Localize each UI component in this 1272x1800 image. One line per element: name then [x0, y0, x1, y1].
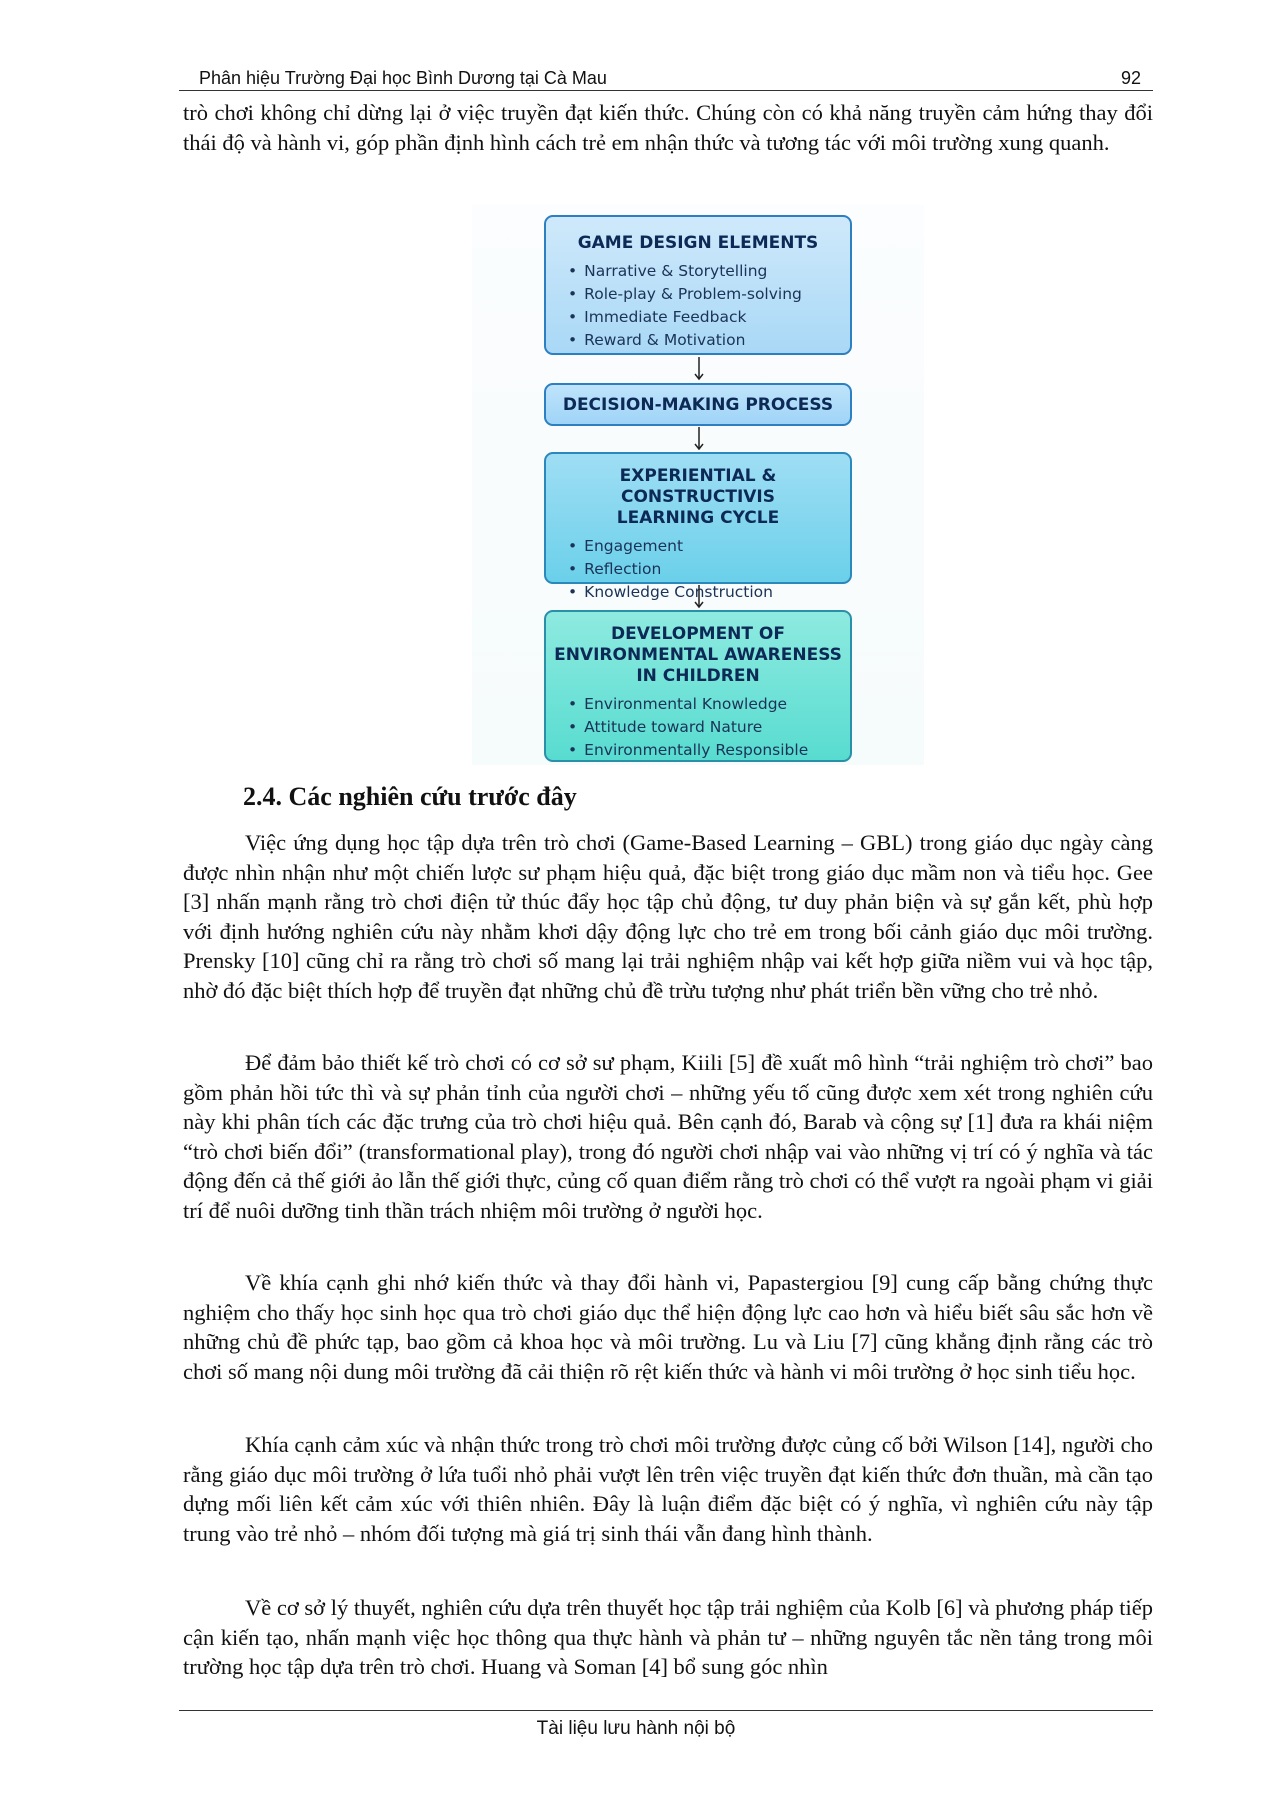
box-title: DECISION-MAKING PROCESS	[562, 395, 834, 415]
game-design-elements-box	[544, 215, 852, 355]
box-title-line: ENVIRONMENTAL AWARENESS	[554, 645, 842, 665]
list-item: • Environmental Knowledge	[568, 693, 850, 716]
list-item: • Attitude toward Nature	[568, 716, 850, 739]
body-paragraph: Khía cạnh cảm xúc và nhận thức trong trò chơi môi trường được củng cố bởi Wilson [14], người cho rằng giáo dục môi trường ở lứa tuổi nhỏ phải vượt lên trên việc truyền đạt kiến thức đơn thuần, mà cần tạo dựng mối liên kết cảm xúc với thiên nhiên. Đây là luận điểm đặc biệt có ý nghĩa, vì nghiên cứu này tập trung vào trẻ nhỏ – nhóm đối tượng mà giá trị sinh thái vẫn đang hình thành.	[183, 1432, 1153, 1546]
box-title-line: DEVELOPMENT OF	[611, 624, 785, 644]
list-item: • Knowledge Construction	[568, 581, 850, 604]
framework-diagram	[472, 205, 924, 765]
box-title-line: LEARNING CYCLE	[616, 508, 780, 528]
page-number: 92	[1120, 68, 1141, 88]
list-item: • Role-play & Problem-solving	[568, 283, 850, 306]
box-list	[546, 260, 850, 352]
page-footer: Tài liệu lưu hành nội bộ	[536, 1718, 736, 1739]
intro-paragraph: trò chơi không chỉ dừng lại ở việc truyền đạt kiến thức. Chúng còn có khả năng truyền cảm hứng thay đổi thái độ và hành vi, góp phần định hình cách trẻ em nhận thức và tương tác với môi trường xung quanh.	[183, 100, 1153, 155]
section-heading: 2.4. Các nghiên cứu trước đây	[243, 782, 577, 811]
list-item: • Narrative & Storytelling	[568, 260, 850, 283]
list-item: • Reward & Motivation	[568, 329, 850, 352]
body-paragraph: Về cơ sở lý thuyết, nghiên cứu dựa trên thuyết học tập trải nghiệm của Kolb [6] và phương pháp tiếp cận kiến tạo, nhấn mạnh việc học thông qua thực hành và phản tư – những nguyên tắc nền tảng trong môi trường học tập dựa trên trò chơi. Huang và Soman [4] bổ sung góc nhìn	[183, 1595, 1153, 1679]
body-paragraph: Để đảm bảo thiết kế trò chơi có cơ sở sư phạm, Kiili [5] đề xuất mô hình “trải nghiệm trò chơi” bao gồm phản hồi tức thì và sự phản tỉnh của người chơi – những yếu tố cũng được xem xét trong nghiên cứu này khi phân tích các đặc trưng của trò chơi hiệu quả. Bên cạnh đó, Barab và cộng sự [1] đưa ra khái niệm “trò chơi biến đổi” (transformational play), trong đó người chơi nhập vai vào những vị trí có ý nghĩa và tác động đến cả thế giới ảo lẫn thế giới thực, củng cố quan điểm rằng trò chơi có thể vượt ra ngoài phạm vi giải trí để nuôi dưỡng tinh thần trách nhiệm môi trường ở người học.	[183, 1050, 1153, 1223]
box-title: GAME DESIGN ELEMENTS	[577, 233, 819, 253]
decision-making-box	[544, 383, 852, 426]
list-item: • Reflection	[568, 558, 850, 581]
box-list	[546, 693, 850, 762]
list-item: • Engagement	[568, 535, 850, 558]
list-item: • Environmentally Responsible	[568, 739, 850, 762]
box-title-line: IN CHILDREN	[636, 666, 760, 686]
institution-name: Phân hiệu Trường Đại học Bình Dương tại Cà Mau	[199, 68, 607, 88]
body-paragraph: Về khía cạnh ghi nhớ kiến thức và thay đổi hành vi, Papastergiou [9] cung cấp bằng chứng thực nghiệm cho thấy học sinh học qua trò chơi giáo dục thể hiện động lực cao hơn và hiểu biết sâu sắc hơn về những chủ đề phức tạp, bao gồm cả khoa học và môi trường. Lu và Liu [7] cũng khẳng định rằng các trò chơi số mang nội dung môi trường đã cải thiện rõ rệt kiến thức và hành vi môi trường ở học sinh tiểu học.	[183, 1270, 1153, 1384]
page-header	[179, 62, 1153, 91]
footer-divider	[179, 1710, 1153, 1711]
list-item: • Immediate Feedback	[568, 306, 850, 329]
arrow-down-icon	[694, 357, 704, 381]
arrow-down-icon	[694, 427, 704, 451]
body-paragraph: Việc ứng dụng học tập dựa trên trò chơi (Game-Based Learning – GBL) trong giáo dục ngày càng được nhìn nhận như một chiến lược sư phạm hiệu quả, đặc biệt trong giáo dục mầm non và tiểu học. Gee [3] nhấn mạnh rằng trò chơi điện tử thúc đẩy học tập chủ động, tư duy phản biện và sự gắn kết, phù hợp với định hướng nghiên cứu này nhằm khơi dậy động lực cho trẻ em trong bối cảnh giáo dục môi trường. Prensky [10] cũng chỉ ra rằng trò chơi số mang lại trải nghiệm nhập vai kết hợp giữa niềm vui và học tập, nhờ đó đặc biệt thích hợp để truyền đạt những chủ đề trừu tượng như phát triển bền vững cho trẻ nhỏ.	[183, 830, 1153, 1003]
environmental-awareness-box	[544, 610, 852, 762]
learning-cycle-box	[544, 452, 852, 601]
arrow-down-icon	[694, 585, 704, 609]
box-title-line: EXPERIENTIAL & CONSTRUCTIVIS	[619, 466, 777, 507]
